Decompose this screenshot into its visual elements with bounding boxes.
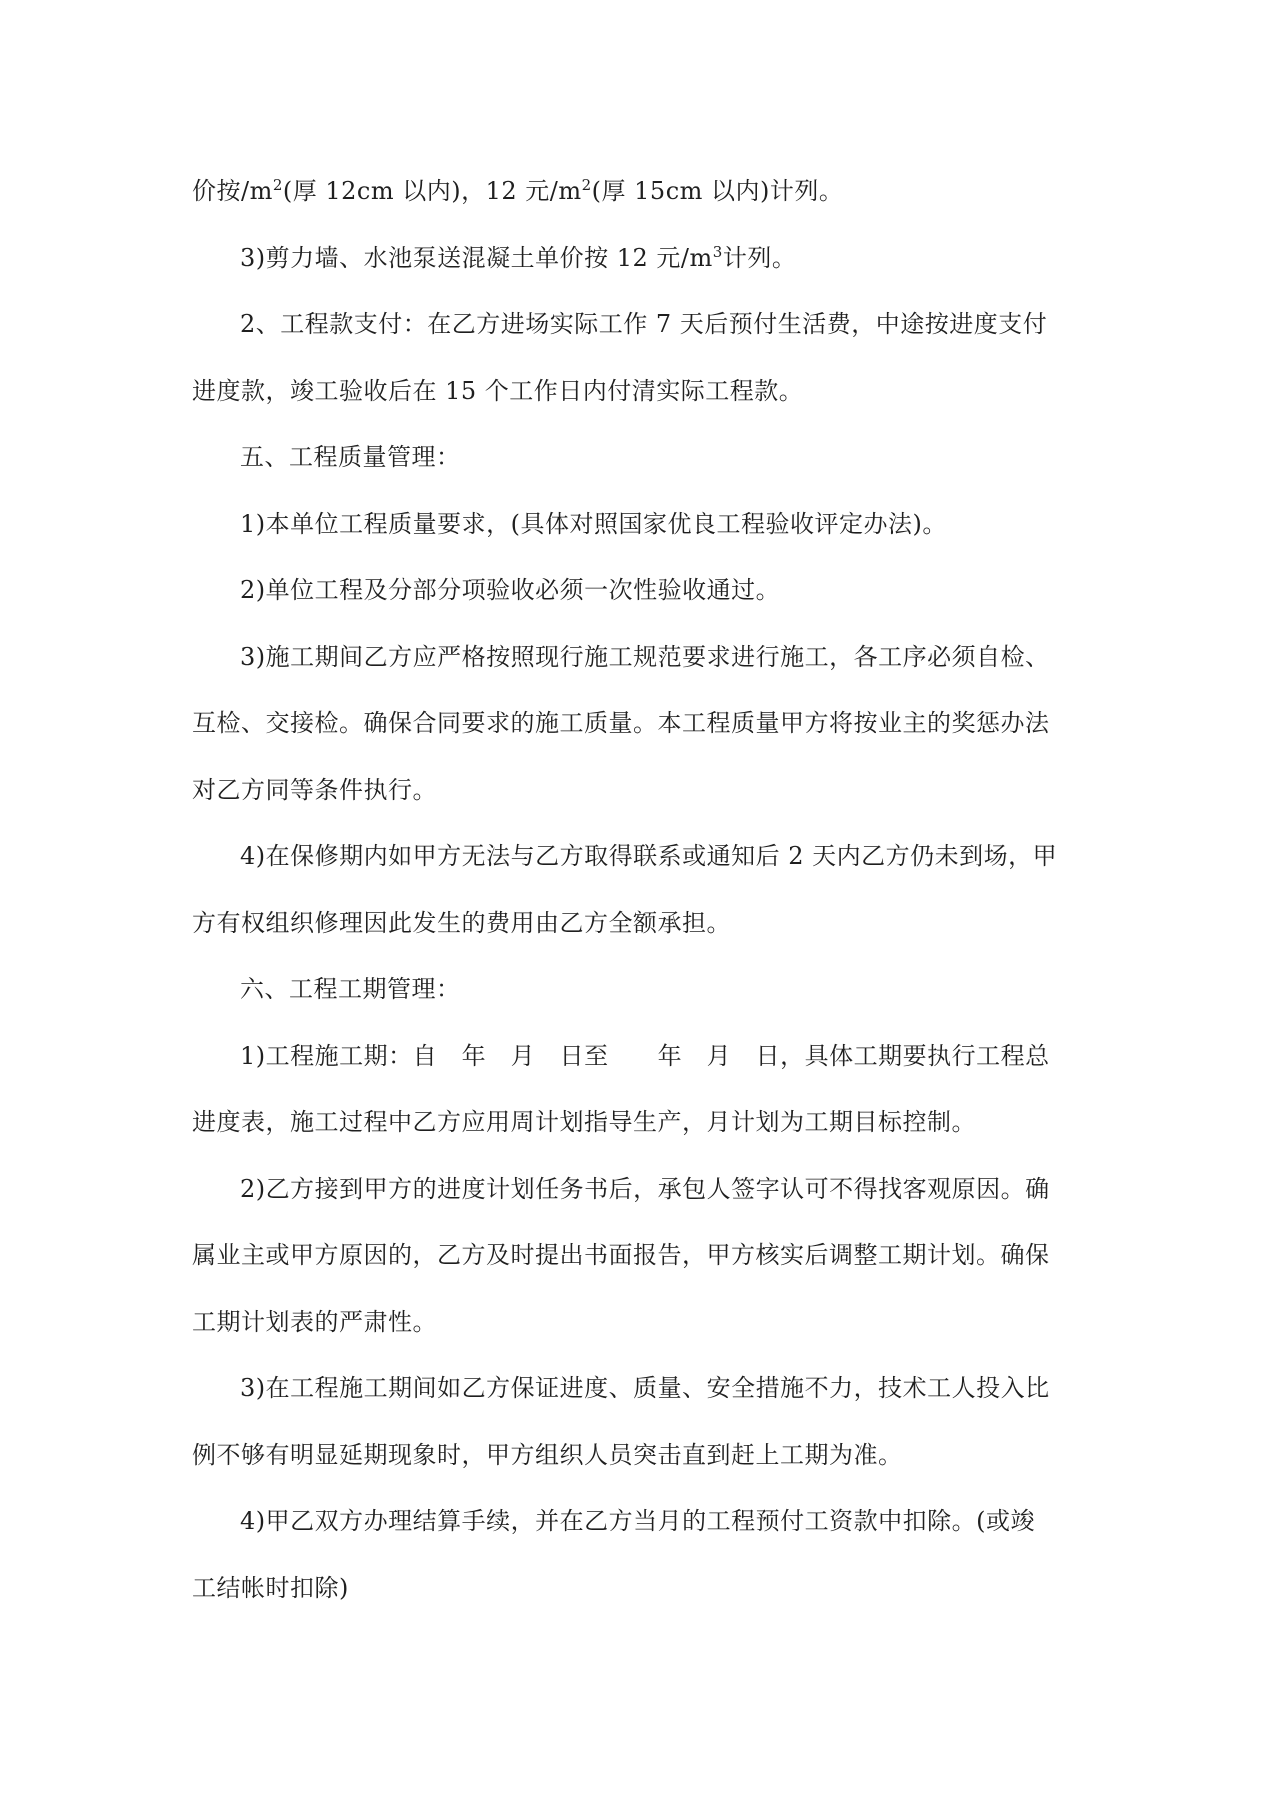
text-line: 2)单位工程及分部分项验收必须一次性验收通过。 [240,576,781,604]
superscript: 3 [712,242,723,261]
text-line: 1)本单位工程质量要求，(具体对照国家优良工程验收评定办法)。 [240,509,947,538]
text-run: (厚 12cm 以内)，12 元/m [282,177,582,205]
text-run: 价按/m [192,177,273,205]
text-line: 对乙方同等条件执行。 [192,775,437,804]
text-line: 工期计划表的严肃性。 [192,1307,437,1336]
section-heading: 五、工程质量管理： [240,443,461,471]
text-line: 互检、交接检。确保合同要求的施工质量。本工程质量甲方将按业主的奖惩办法 [192,709,1050,737]
text-line [192,158,1090,225]
text-line: 2、工程款支付：在乙方进场实际工作 7 天后预付生活费，中途按进度支付 [240,310,1048,338]
text-line: 工结帐时扣除) [192,1573,349,1602]
text-line: 2)乙方接到甲方的进度计划任务书后，承包人签字认可不得找客观原因。确 [240,1174,1050,1203]
text-run: 3)剪力墙、水池泵送混凝土单价按 12 元/m [240,243,713,272]
superscript: 2 [272,176,283,194]
section-heading: 六、工程工期管理： [240,975,461,1003]
text-line: 方有权组织修理因此发生的费用由乙方全额承担。 [192,908,731,937]
text-line: 属业主或甲方原因的，乙方及时提出书面报告，甲方核实后调整工期计划。确保 [192,1241,1050,1269]
text-line: 1)工程施工期：自 年 月 日至 年 月 日，具体工期要执行工程总 [240,1041,1050,1070]
text-run: (厚 15cm 以内)计列。 [591,177,844,205]
text-line [192,225,1090,292]
text-line: 例不够有明显延期现象时，甲方组织人员突击直到赶上工期为准。 [192,1440,903,1469]
text-line: 进度款，竣工验收后在 15 个工作日内付清实际工程款。 [192,376,804,405]
superscript: 2 [581,176,592,194]
document-body [192,158,1090,1621]
text-line: 进度表，施工过程中乙方应用周计划指导生产，月计划为工期目标控制。 [192,1108,976,1136]
text-line: 4)甲乙双方办理结算手续，并在乙方当月的工程预付工资款中扣除。(或竣 [240,1507,1035,1535]
text-line: 3)在工程施工期间如乙方保证进度、质量、安全措施不力，技术工人投入比 [240,1374,1050,1402]
text-run: 计列。 [722,243,797,272]
text-line: 4)在保修期内如甲方无法与乙方取得联系或通知后 2 天内乙方仍未到场，甲 [240,842,1058,870]
text-line: 3)施工期间乙方应严格按照现行施工规范要求进行施工，各工序必须自检、 [240,642,1050,671]
